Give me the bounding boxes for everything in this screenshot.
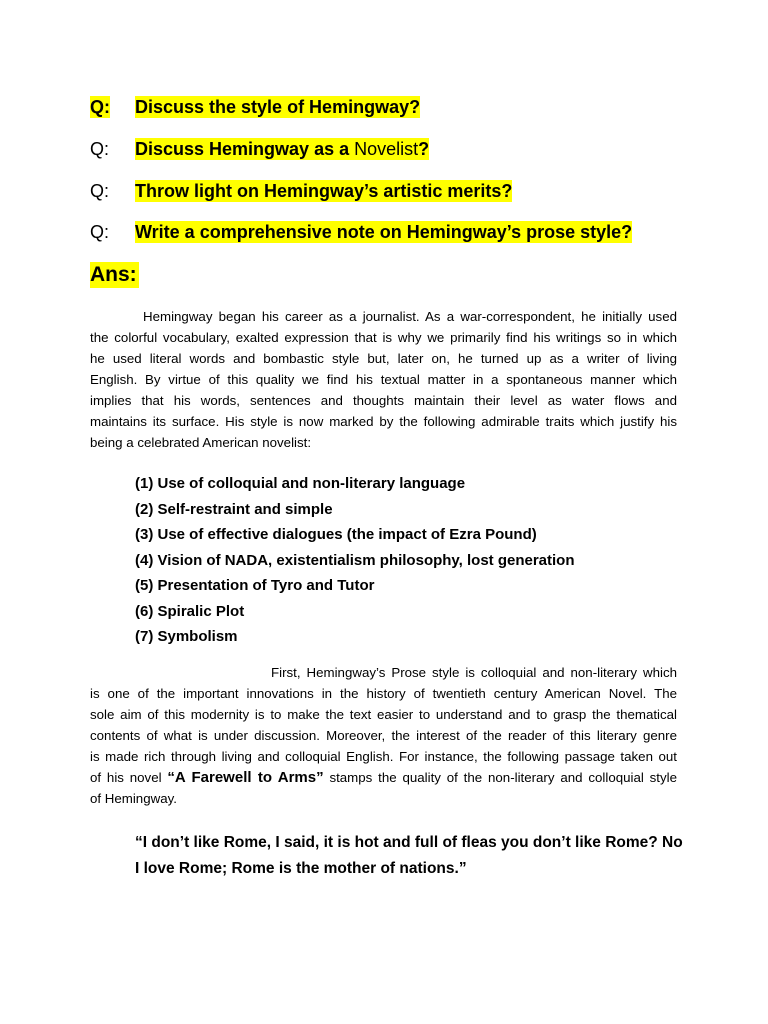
- intro-paragraph: [90, 306, 677, 453]
- question-label: Q:: [90, 181, 110, 201]
- novel-title: “A Farewell to Arms”: [167, 769, 324, 786]
- paragraph-line: implies that his words, sentences and thoughts maintain their level as water flows and: [90, 393, 677, 408]
- paragraph-line: First, Hemingway’s Prose style is colloquial and non-literary which: [271, 665, 677, 680]
- quote-line: “I don’t like Rome, I said, it is hot and full of fleas you don’t like Rome? No: [135, 834, 683, 851]
- paragraph-line: of Hemingway.: [90, 791, 177, 806]
- question-text: [135, 138, 429, 160]
- list-item: (2) Self-restraint and simple: [135, 500, 333, 518]
- list-item: (4) Vision of NADA, existentialism philosophy, lost generation: [135, 551, 575, 569]
- paragraph-line: the colorful vocabulary, exalted expression that is why we primarily find his writings so in which: [90, 330, 677, 345]
- question-text-end: ?: [418, 139, 430, 159]
- list-item: (3) Use of effective dialogues (the impact of Ezra Pound): [135, 526, 537, 543]
- paragraph-line: [90, 767, 677, 788]
- question-text-bold: Discuss Hemingway as a: [135, 139, 355, 159]
- list-item: (6) Spiralic Plot: [135, 602, 245, 620]
- question-text: Discuss the style of Hemingway?: [135, 97, 421, 117]
- paragraph-line: English. By virtue of this quality we find his textual matter in a spontaneous manner which: [90, 372, 677, 387]
- paragraph-line: contents of what is under discussion. Moreover, the interest of the reader of this literary genre: [90, 728, 677, 743]
- traits-list: [135, 471, 575, 650]
- paragraph-line: Hemingway began his career as a journalist. As a war-correspondent, he initially used: [143, 309, 677, 324]
- novel-quote: [135, 830, 683, 882]
- list-item: (1) Use of colloquial and non-literary language: [135, 475, 466, 492]
- paragraph-line: being a celebrated American novelist:: [90, 435, 312, 450]
- question-label: Q:: [90, 222, 110, 242]
- quote-line: I love Rome; Rome is the mother of nations.”: [135, 860, 467, 877]
- first-paragraph: [90, 662, 677, 809]
- novel-line-suffix: stamps the quality of the non-literary and colloquial style: [323, 770, 677, 785]
- question-text: Throw light on Hemingway’s artistic merits?: [135, 181, 513, 201]
- paragraph-line: maintains its surface. His style is now marked by the following admirable traits which justify his: [90, 414, 677, 429]
- question-text: Write a comprehensive note on Hemingway’s prose style?: [135, 222, 633, 242]
- paragraph-line: is one of the important innovations in the history of twentieth century American Novel. The: [90, 686, 677, 701]
- novel-line-prefix: of his novel: [90, 770, 168, 785]
- question-text-plain: Novelist: [354, 139, 419, 159]
- paragraph-line: he used literal words and bombastic style but, later on, he turned up as a writer of living: [90, 351, 677, 366]
- question-label: Q:: [90, 97, 110, 117]
- question-label: Q:: [90, 139, 110, 159]
- list-item: (7) Symbolism: [135, 628, 238, 645]
- paragraph-line: is made rich through living and colloquial English. For instance, the following passage taken out: [90, 749, 677, 764]
- list-item: (5) Presentation of Tyro and Tutor: [135, 577, 375, 594]
- paragraph-line: sole aim of this modernity is to make the text easier to understand and to grasp the thematical: [90, 707, 677, 722]
- answer-heading: Ans:: [90, 263, 137, 286]
